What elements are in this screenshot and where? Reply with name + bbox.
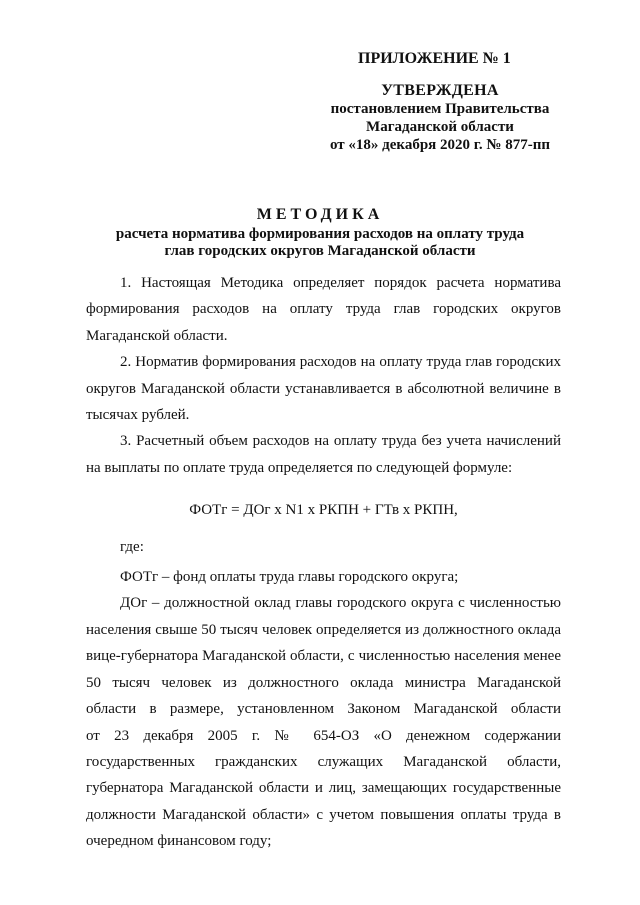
where-label: где: (120, 538, 144, 555)
approval-header (300, 50, 580, 154)
paragraph-1: 1. Настоящая Методика определяет порядок расчета норматива формирования расходов на оплату труда глав городских округов Магаданской области. (86, 275, 561, 344)
definition-do-part-2: от 23 декабря 2005 г. № 654-ОЗ «О денежном содержании государственных гражданских служащих Магаданской области, губернатора Магаданской области и лиц, замещающих государственные должности Магаданской области» с учетом повышения оплаты труда в очередном финансовом году; (86, 727, 561, 850)
approval-line-2: Магаданской области (366, 119, 514, 135)
approved-label: УТВЕРЖДЕНА (381, 82, 499, 99)
definition-fot: ФОТг – фонд оплаты труда главы городского округа; (120, 569, 459, 586)
document-subtitle (0, 226, 640, 260)
subtitle-line-1: расчета норматива формирования расходов на оплату труда (115, 226, 525, 242)
paragraph-2: 2. Норматив формирования расходов на оплату труда глав городских округов Магаданской области устанавливается в абсолютной величине в тысячах рублей. (86, 354, 561, 424)
approval-line-1: постановлением Правительства (330, 101, 550, 117)
appendix-label: ПРИЛОЖЕНИЕ № 1 (358, 50, 511, 67)
formula: ФОТг = ДОг х N1 х РКПН + ГТв х РКПН, (189, 502, 458, 519)
paragraph-3: 3. Расчетный объем расходов на оплату труда без учета начислений на выплаты по оплате труда определяется по следующей формуле: (86, 433, 561, 476)
document-title: МЕТОДИКА (256, 206, 384, 223)
approval-line-3: от «18» декабря 2020 г. № 877-пп (329, 137, 550, 153)
document-body (86, 270, 561, 855)
subtitle-line-2: глав городских округов Магаданской области (164, 243, 476, 259)
definition-do-part-1: ДОг – должностной оклад главы городского округа с численностью населения свыше 50 тысяч человек определяется из должностного оклада вице-губернатора Магаданской области, с численностью населения менее 50 тысяч человек из должностного оклада министра Магаданской области в размере, установленном Законом Магаданской области (86, 595, 561, 718)
